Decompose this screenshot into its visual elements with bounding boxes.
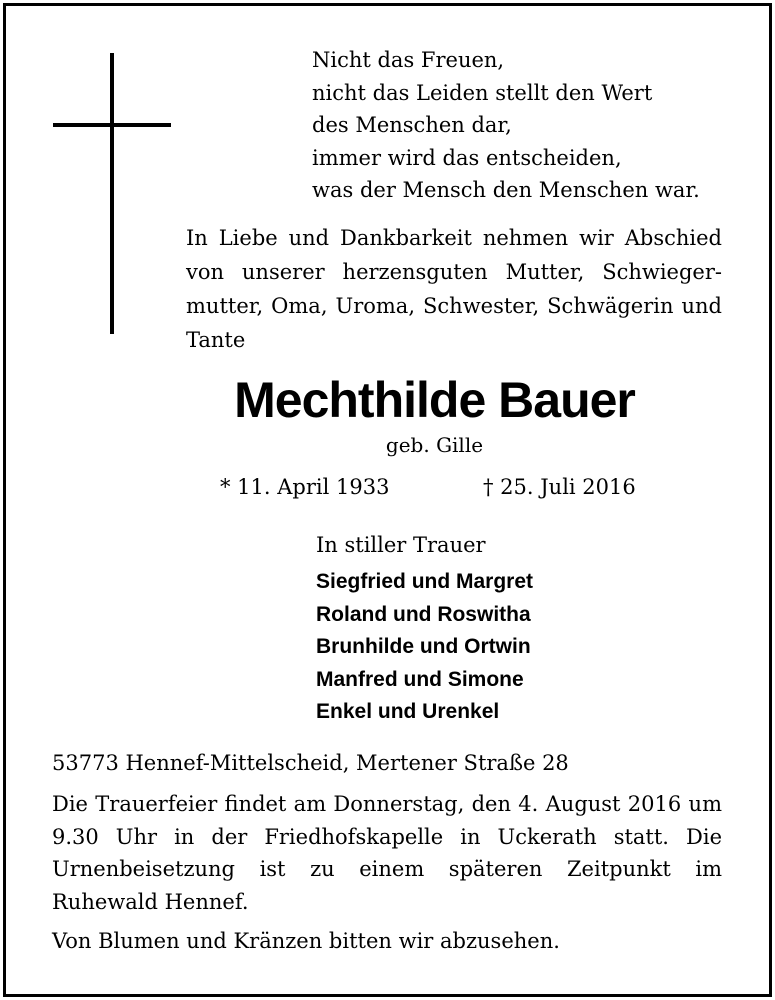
poem-line: was der Mensch den Menschen war. xyxy=(312,178,700,202)
address: 53773 Hennef-Mittelscheid, Mertener Straße 28 xyxy=(52,751,569,775)
mourner: Siegfried und Margret xyxy=(316,570,534,593)
death-date: † 25. Juli 2016 xyxy=(483,475,636,499)
poem-line: des Menschen dar, xyxy=(312,113,512,137)
deceased-name: Mechthilde Bauer xyxy=(234,372,635,428)
birth-date: * 11. April 1933 xyxy=(220,475,390,499)
mourners-list xyxy=(316,566,533,729)
cross-icon-bar xyxy=(53,123,171,127)
poem-line: nicht das Leiden stellt den Wert xyxy=(312,80,653,105)
mourner: Enkel und Urenkel xyxy=(316,700,500,723)
maiden-name: geb. Gille xyxy=(385,433,484,457)
poem xyxy=(312,44,700,207)
flowers-note: Von Blumen und Kränzen bitten wir abzusehen. xyxy=(52,929,560,953)
ceremony-info: Die Trauerfeier findet am Donnerstag, den 4. August 2016 um 9.30 Uhr in der Friedhofskapelle in Uckerath statt. Die Urnenbeisetzung ist zu einem späteren Zeitpunkt im Ruhewald Hennef. xyxy=(52,792,722,914)
mourner: Manfred und Simone xyxy=(316,667,524,691)
mourner: Brunhilde und Ortwin xyxy=(316,635,531,658)
poem-line: immer wird das entscheiden, xyxy=(312,145,622,170)
poem-line: Nicht das Freuen, xyxy=(312,48,505,72)
cross-icon xyxy=(110,53,114,334)
mourning-heading: In stiller Trauer xyxy=(316,533,486,557)
intro-paragraph: In Liebe und Dankbarkeit nehmen wir Abschied von unserer herzensguten Mutter, Schwiegermutter, Oma, Uroma, Schwester, Schwägerin und Tante xyxy=(186,226,722,352)
mourner: Roland und Roswitha xyxy=(316,602,531,626)
